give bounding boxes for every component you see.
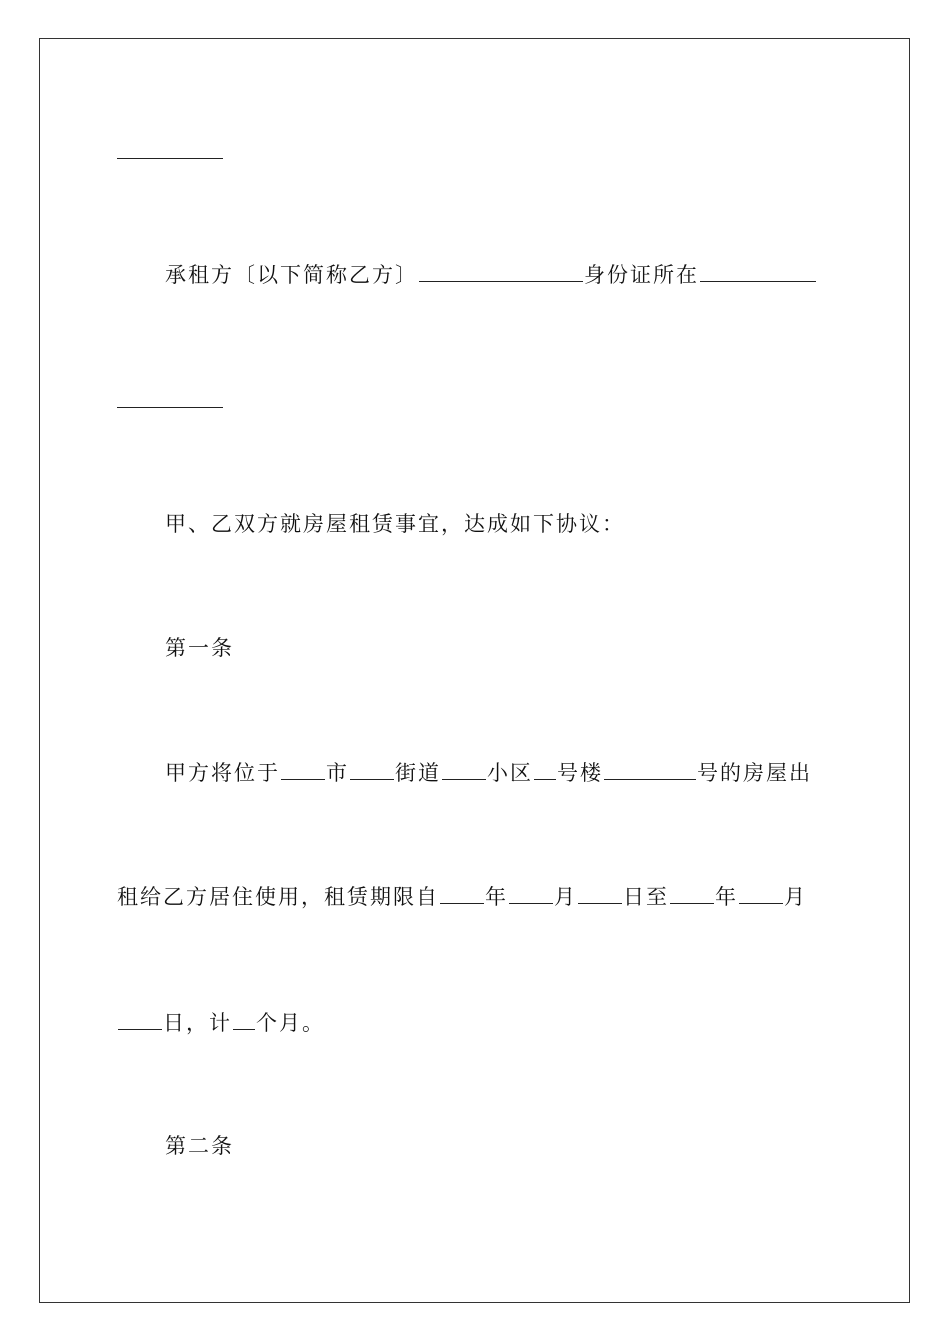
text-day-to: 日至 <box>623 885 669 909</box>
tenant-name-blank[interactable] <box>419 261 583 282</box>
end-day-blank[interactable] <box>118 1009 162 1030</box>
months-blank[interactable] <box>233 1009 255 1030</box>
text-month-1: 月 <box>554 885 577 909</box>
text-year-2: 年 <box>715 885 738 909</box>
building-blank[interactable] <box>534 759 556 780</box>
city-blank[interactable] <box>281 759 325 780</box>
start-year-blank[interactable] <box>440 883 484 904</box>
text-lease-term: 租给乙方居住使用，租赁期限自 <box>117 885 439 909</box>
tenant-label: 承租方〔以下简称乙方〕 <box>165 263 418 287</box>
agreement-line: 甲、乙双方就房屋租赁事宜，达成如下协议： <box>165 512 625 536</box>
unit-blank[interactable] <box>604 759 696 780</box>
tenant-id-blank[interactable] <box>700 261 816 282</box>
text-year-1: 年 <box>485 885 508 909</box>
street-blank[interactable] <box>350 759 394 780</box>
end-year-blank[interactable] <box>670 883 714 904</box>
text-room-out: 号的房屋出 <box>697 761 812 785</box>
tenant-id-label: 身份证所在 <box>584 263 699 287</box>
end-month-blank[interactable] <box>739 883 783 904</box>
article-1-line-2 <box>117 883 837 911</box>
text-district: 小区 <box>487 761 533 785</box>
blank-line-top[interactable] <box>117 158 223 159</box>
blank-line-second[interactable] <box>117 407 223 408</box>
start-month-blank[interactable] <box>509 883 553 904</box>
start-day-blank[interactable] <box>578 883 622 904</box>
text-located-at: 甲方将位于 <box>165 761 280 785</box>
text-building: 号楼 <box>557 761 603 785</box>
article-1-heading: 第一条 <box>165 636 234 660</box>
text-city: 市 <box>326 761 349 785</box>
page-border <box>39 38 910 1303</box>
text-months: 个月。 <box>256 1011 325 1035</box>
text-street: 街道 <box>395 761 441 785</box>
article-1-line-1 <box>165 759 837 787</box>
article-1-line-3 <box>117 1009 837 1037</box>
tenant-line <box>165 261 837 289</box>
district-blank[interactable] <box>442 759 486 780</box>
text-day-total: 日，计 <box>163 1011 232 1035</box>
article-2-heading: 第二条 <box>165 1134 234 1158</box>
text-month-2: 月 <box>784 885 807 909</box>
